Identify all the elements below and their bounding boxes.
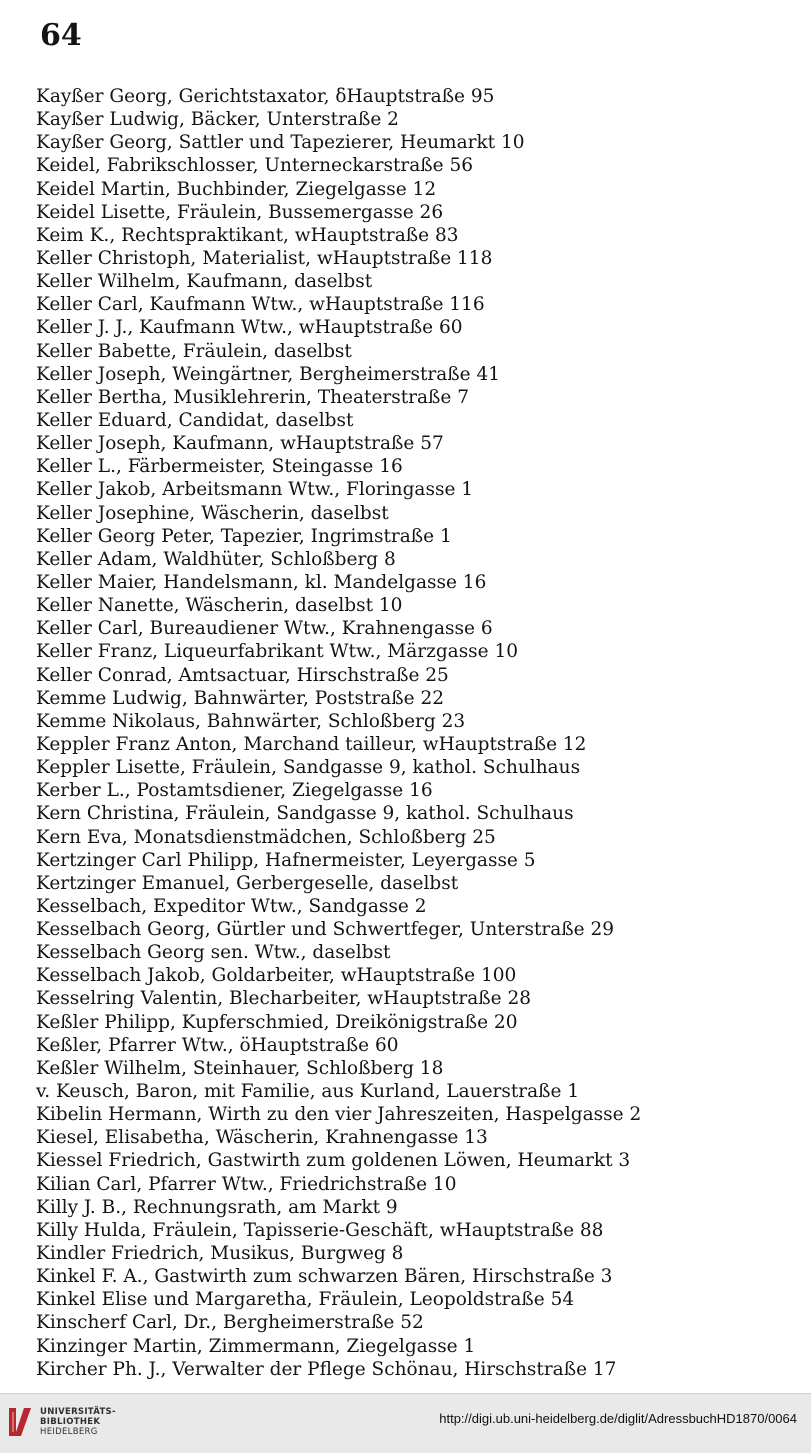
address-entry: Keller Maier, Handelsmann, kl. Mandelgasse 16 [36, 571, 487, 593]
address-entry: Kesselbach Georg, Gürtler und Schwertfeger, Unterstraße 29 [36, 919, 615, 941]
address-entry: Keller Eduard, Candidat, daselbst [36, 409, 354, 431]
library-name-line-2: BIBLIOTHEK [40, 1417, 101, 1427]
address-entry: Keßler, Pfarrer Wtw., öHauptstraße 60 [36, 1034, 399, 1056]
address-entry: Keller Christoph, Materialist, wHauptstraße 118 [36, 247, 493, 269]
address-entry: Keppler Franz Anton, Marchand tailleur, wHauptstraße 12 [36, 733, 587, 755]
footer-bar [0, 1393, 811, 1453]
library-name [40, 1407, 116, 1437]
address-entry: Kiesel, Elisabetha, Wäscherin, Krahnengasse 13 [36, 1127, 488, 1149]
address-entry: Kiessel Friedrich, Gastwirth zum goldenen Löwen, Heumarkt 3 [36, 1150, 631, 1172]
address-entry: Kesselbach Jakob, Goldarbeiter, wHauptstraße 100 [36, 965, 517, 987]
address-entry: Kinkel F. A., Gastwirth zum schwarzen Bären, Hirschstraße 3 [36, 1266, 613, 1288]
address-entry: Keidel, Fabrikschlosser, Unterneckarstraße 56 [36, 155, 473, 177]
address-entry: Keidel Lisette, Fräulein, Bussemergasse 26 [36, 201, 444, 223]
address-entry: Kircher Ph. J., Verwalter der Pflege Schönau, Hirschstraße 17 [36, 1358, 617, 1380]
address-entry: Keidel Martin, Buchbinder, Ziegelgasse 12 [36, 178, 437, 200]
address-entry: v. Keusch, Baron, mit Familie, aus Kurland, Lauerstraße 1 [36, 1081, 580, 1103]
address-entry: Kerber L., Postamtsdiener, Ziegelgasse 16 [36, 780, 433, 802]
library-logo-icon [6, 1404, 34, 1440]
address-entry: Kilian Carl, Pfarrer Wtw., Friedrichstraße 10 [36, 1173, 457, 1195]
address-entry: Keller Nanette, Wäscherin, daselbst 10 [36, 595, 403, 617]
address-entry: Kinkel Elise und Margaretha, Fräulein, Leopoldstraße 54 [36, 1289, 575, 1311]
address-entry: Kindler Friedrich, Musikus, Burgweg 8 [36, 1243, 404, 1265]
address-entry: Kibelin Hermann, Wirth zu den vier Jahreszeiten, Haspelgasse 2 [36, 1104, 642, 1126]
address-entry: Kern Eva, Monatsdienstmädchen, Schloßberg 25 [36, 826, 496, 848]
library-name-line-1: UNIVERSITÄTS- [40, 1407, 116, 1417]
address-entry: Keller Adam, Waldhüter, Schloßberg 8 [36, 548, 396, 570]
address-entry: Kern Christina, Fräulein, Sandgasse 9, kathol. Schulhaus [36, 803, 574, 825]
address-entry: Keller Wilhelm, Kaufmann, daselbst [36, 271, 373, 293]
address-entry: Kertzinger Carl Philipp, Hafnermeister, Leyergasse 5 [36, 849, 536, 871]
address-entry: Keller Conrad, Amtsactuar, Hirschstraße 25 [36, 664, 449, 686]
address-entry: Keßler Wilhelm, Steinhauer, Schloßberg 18 [36, 1057, 444, 1079]
address-entry: Kinscherf Carl, Dr., Bergheimerstraße 52 [36, 1312, 424, 1334]
address-entry: Keßler Philipp, Kupferschmied, Dreikönigstraße 20 [36, 1011, 518, 1033]
address-entry: Kemme Ludwig, Bahnwärter, Poststraße 22 [36, 687, 444, 709]
address-entry: Kertzinger Emanuel, Gerbergeselle, daselbst [36, 872, 459, 894]
address-entry: Kayßer Georg, Gerichtstaxator, ẟHauptstraße 95 [36, 86, 495, 107]
address-entry: Kinzinger Martin, Zimmermann, Ziegelgasse 1 [36, 1335, 476, 1357]
library-name-line-3: HEIDELBERG [40, 1427, 98, 1437]
address-entry: Keller Franz, Liqueurfabrikant Wtw., Märzgasse 10 [36, 641, 519, 663]
address-entry: Kesselring Valentin, Blecharbeiter, wHauptstraße 28 [36, 988, 532, 1010]
address-entry: Kesselbach Georg sen. Wtw., daselbst [36, 942, 391, 964]
address-entry: Killy J. B., Rechnungsrath, am Markt 9 [36, 1196, 398, 1218]
address-entry: Keller Joseph, Kaufmann, wHauptstraße 57 [36, 433, 444, 455]
address-entry: Keller Jakob, Arbeitsmann Wtw., Floringasse 1 [36, 479, 474, 501]
address-entry: Keller Carl, Kaufmann Wtw., wHauptstraße 116 [36, 294, 485, 316]
address-entry: Keller J. J., Kaufmann Wtw., wHauptstraße 60 [36, 317, 463, 339]
address-entry: Keller Josephine, Wäscherin, daselbst [36, 502, 389, 524]
source-url-link[interactable]: http://digi.ub.uni-heidelberg.de/diglit/AdressbuchHD1870/0064 [439, 1411, 797, 1426]
address-entry: Keller Bertha, Musiklehrerin, Theaterstraße 7 [36, 386, 470, 408]
address-entry: Keller Joseph, Weingärtner, Bergheimerstraße 41 [36, 363, 501, 385]
page-number: 64 [40, 18, 82, 53]
address-entry: Kemme Nikolaus, Bahnwärter, Schloßberg 23 [36, 710, 466, 732]
address-entry: Keller Babette, Fräulein, daselbst [36, 340, 352, 362]
address-entry: Keller Georg Peter, Tapezier, Ingrimstraße 1 [36, 525, 452, 547]
address-entry: Keller L., Färbermeister, Steingasse 16 [36, 456, 403, 478]
address-entry: Kayßer Georg, Sattler und Tapezierer, Heumarkt 10 [36, 132, 525, 154]
address-entry: Keim K., Rechtspraktikant, wHauptstraße 83 [36, 224, 459, 246]
address-entry-list [36, 85, 806, 1381]
address-entry: Keppler Lisette, Fräulein, Sandgasse 9, kathol. Schulhaus [36, 757, 581, 779]
address-entry: Kesselbach, Expeditor Wtw., Sandgasse 2 [36, 895, 427, 917]
address-entry: Keller Carl, Bureaudiener Wtw., Krahnengasse 6 [36, 618, 493, 640]
address-entry: Killy Hulda, Fräulein, Tapisserie-Geschäft, wHauptstraße 88 [36, 1219, 604, 1241]
address-entry: Kayßer Ludwig, Bäcker, Unterstraße 2 [36, 109, 399, 131]
